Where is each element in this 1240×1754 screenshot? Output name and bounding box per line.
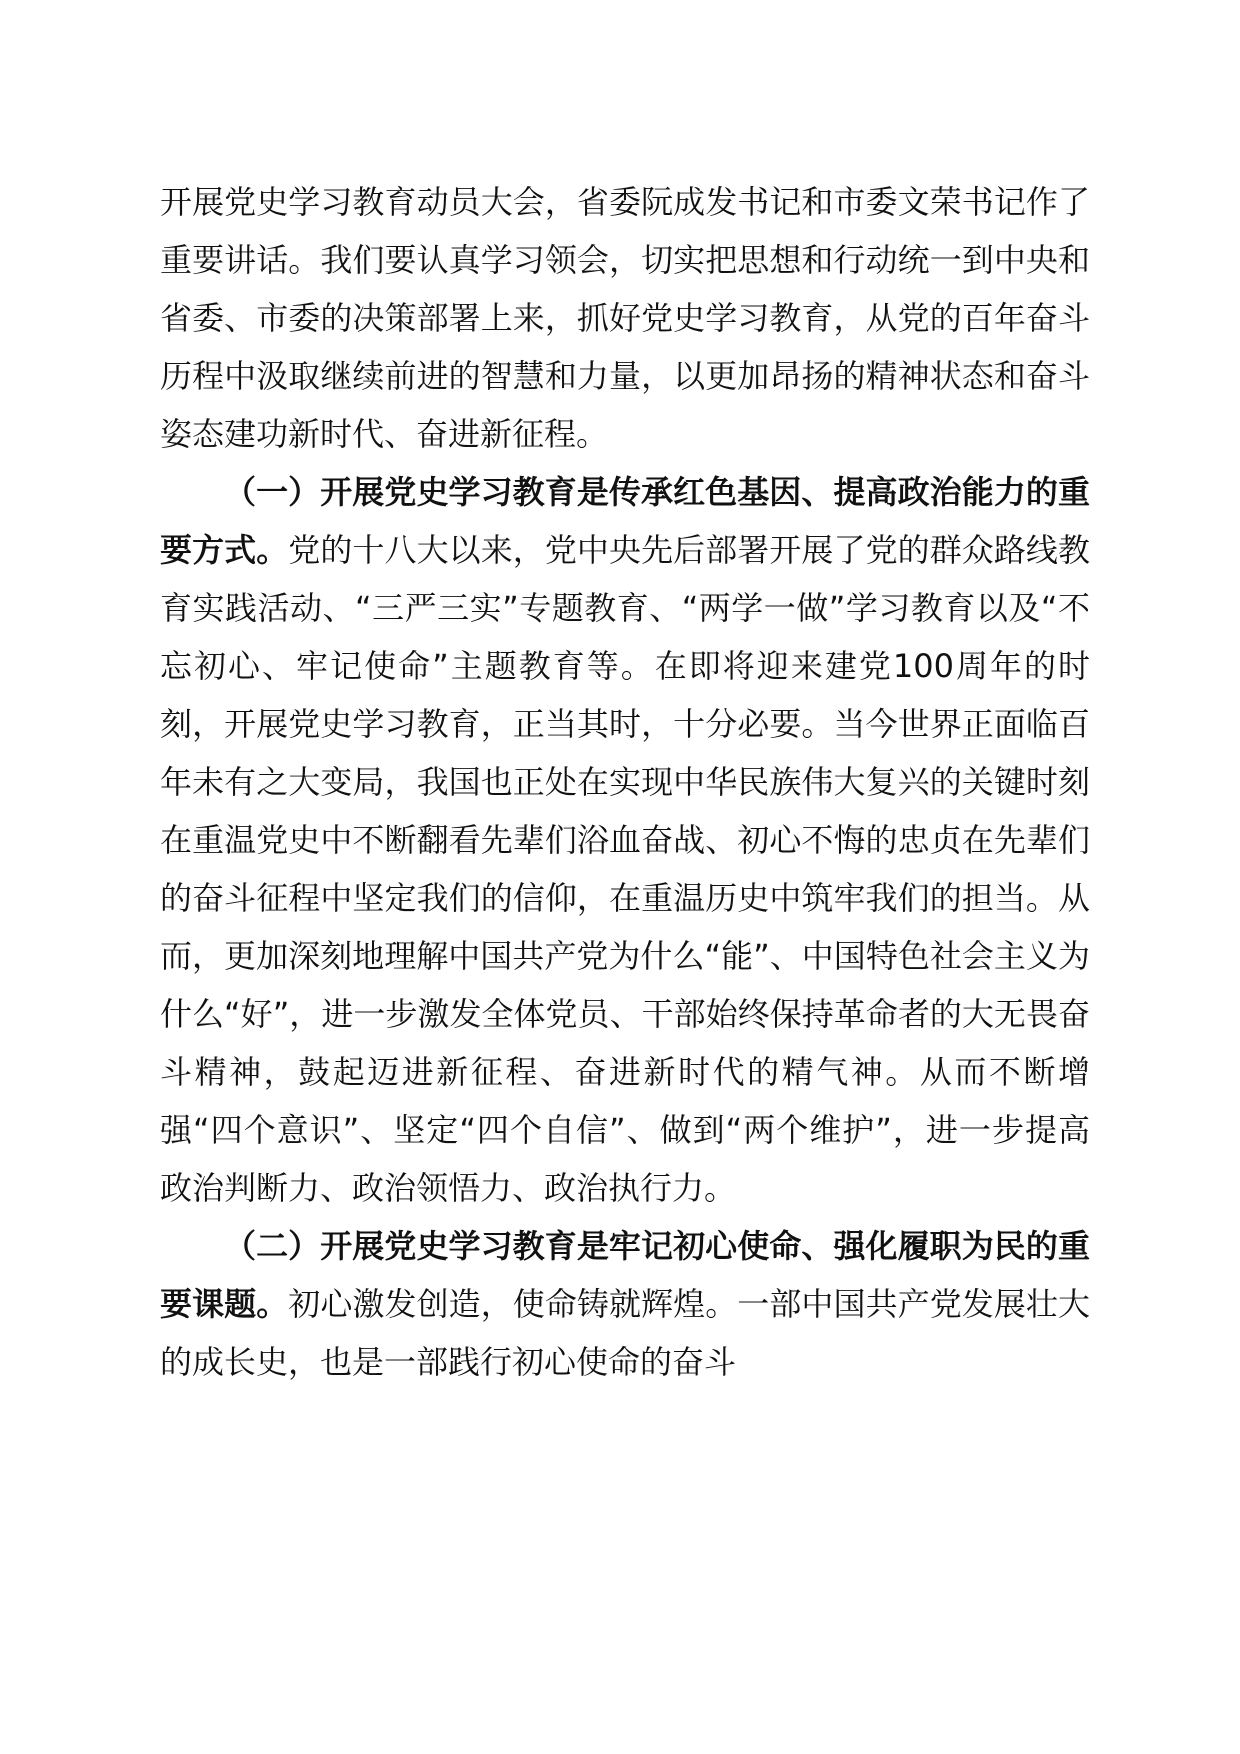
paragraph-section-2 <box>160 1217 1090 1391</box>
document-body <box>160 173 1090 1391</box>
section-1-heading: （一）开展党史学习教育是传承红色基因、提高政治能力的重要方式。 <box>160 473 1090 569</box>
paragraph-intro <box>160 173 1090 463</box>
paragraph-section-1 <box>160 463 1090 1217</box>
section-2-heading: （二）开展党史学习教育是牢记初心使命、强化履职为民的重要课题。 <box>160 1227 1090 1323</box>
section-1-text: 党的十八大以来，党中央先后部署开展了党的群众路线教育实践活动、“三严三实”专题教育、“两学一做”学习教育以及“不忘初心、牢记使命”主题教育等。在即将迎来建党100周年的时刻，开展党史学习教育，正当其时，十分必要。当今世界正面临百年未有之大变局，我国也正处在实现中华民族伟大复兴的关键时刻在重温党史中不断翻看先辈们浴血奋战、初心不悔的忠贞在先辈们的奋斗征程中坚定我们的信仰，在重温历史中筑牢我们的担当。从而，更加深刻地理解中国共产党为什么“能”、中国特色社会主义为什么“好”，进一步激发全体党员、干部始终保持革命者的大无畏奋斗精神，鼓起迈进新征程、奋进新时代的精气神。从而不断增强“四个意识”、坚定“四个自信”、做到“两个维护”，进一步提高政治判断力、政治领悟力、政治执行力。 <box>160 531 1090 1207</box>
section-2-text: 初心激发创造，使命铸就辉煌。一部中国共产党发展壮大的成长史，也是一部践行初心使命的奋斗 <box>160 1285 1090 1381</box>
paragraph-intro-text: 开展党史学习教育动员大会，省委阮成发书记和市委文荣书记作了重要讲话。我们要认真学习领会，切实把思想和行动统一到中央和省委、市委的决策部署上来，抓好党史学习教育，从党的百年奋斗历程中汲取继续前进的智慧和力量，以更加昂扬的精神状态和奋斗姿态建功新时代、奋进新征程。 <box>160 183 1090 453</box>
